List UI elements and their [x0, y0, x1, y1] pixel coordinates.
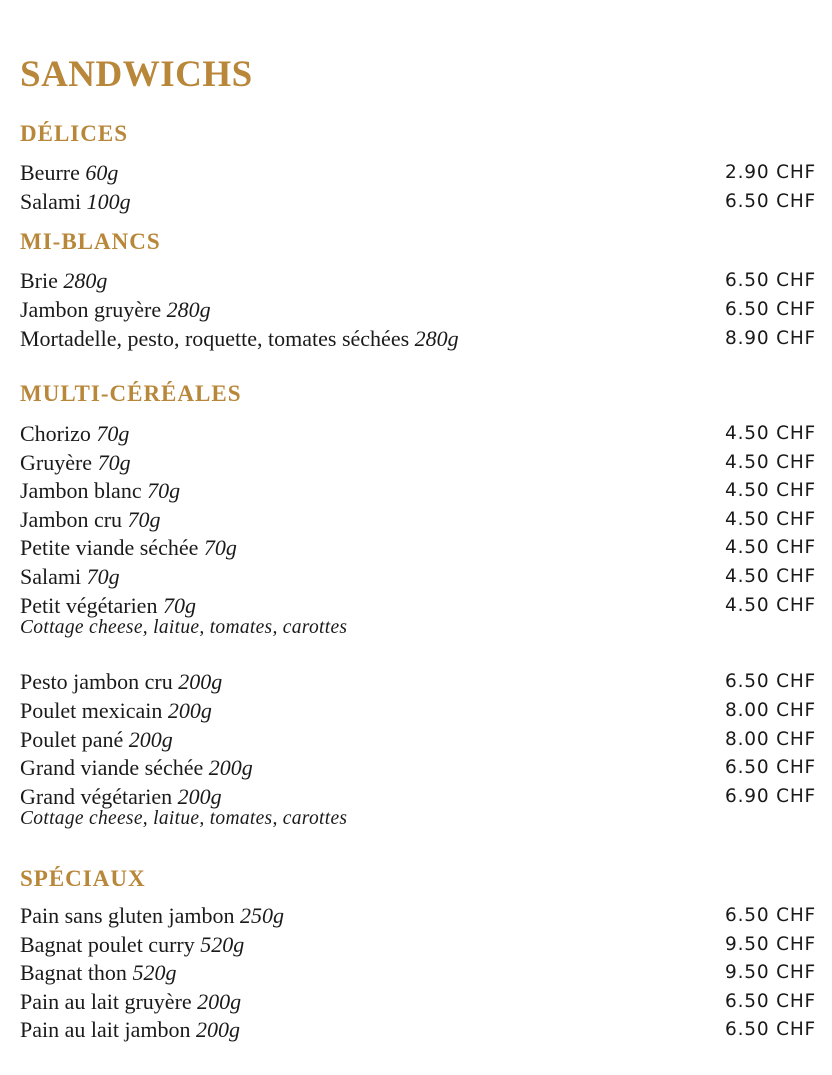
- item-weight: 200g: [177, 783, 222, 809]
- item-name: Grand viande séchée: [20, 754, 204, 780]
- menu-item: [20, 419, 816, 448]
- item-price: 6.50 CHF: [725, 671, 816, 692]
- item-weight: 200g: [208, 754, 253, 780]
- item-price: 8.00 CHF: [725, 729, 816, 750]
- item-weight: 280g: [414, 325, 459, 351]
- item-description: Cottage cheese, laitue, tomates, carottes: [20, 808, 348, 829]
- item-price: 4.50 CHF: [725, 566, 816, 587]
- item-name: Salami: [20, 563, 82, 589]
- item-weight: 280g: [63, 267, 108, 293]
- menu-item: [20, 324, 816, 353]
- section-title-multi-cereales: MULTI-CÉRÉALES: [20, 381, 242, 406]
- menu-item: [20, 753, 816, 782]
- item-weight: 200g: [167, 697, 212, 723]
- item-name: Grand végétarien: [20, 783, 173, 809]
- menu-item: [20, 1015, 816, 1044]
- item-price: 4.50 CHF: [725, 595, 816, 616]
- menu-item: [20, 696, 816, 725]
- item-name: Beurre: [20, 159, 80, 185]
- item-price: 4.50 CHF: [725, 509, 816, 530]
- item-price: 4.50 CHF: [725, 423, 816, 444]
- item-name: Petit végétarien: [20, 592, 158, 618]
- item-price: 8.90 CHF: [725, 328, 816, 349]
- menu-item: [20, 187, 816, 216]
- item-name: Chorizo: [20, 420, 91, 446]
- menu-item: [20, 562, 816, 591]
- menu-item: [20, 158, 816, 187]
- section-title-speciaux: SPÉCIAUX: [20, 866, 146, 891]
- item-name: Pain au lait gruyère: [20, 988, 192, 1014]
- item-price: 8.00 CHF: [725, 700, 816, 721]
- item-name: Pain sans gluten jambon: [20, 902, 235, 928]
- item-weight: 60g: [85, 159, 119, 185]
- item-price: 4.50 CHF: [725, 537, 816, 558]
- item-weight: 520g: [200, 931, 245, 957]
- item-price: 6.50 CHF: [725, 757, 816, 778]
- item-weight: 200g: [128, 726, 173, 752]
- item-weight: 200g: [197, 988, 242, 1014]
- item-name: Jambon blanc: [20, 477, 142, 503]
- item-price: 6.50 CHF: [725, 1019, 816, 1040]
- item-weight: 200g: [178, 668, 223, 694]
- item-price: 4.50 CHF: [725, 452, 816, 473]
- menu-item: [20, 505, 816, 534]
- menu-item: [20, 725, 816, 754]
- item-weight: 70g: [97, 449, 131, 475]
- item-name: Brie: [20, 267, 58, 293]
- item-weight: 520g: [132, 959, 177, 985]
- item-price: 2.90 CHF: [725, 162, 816, 183]
- menu-item: [20, 295, 816, 324]
- item-price: 6.50 CHF: [725, 905, 816, 926]
- item-name: Mortadelle, pesto, roquette, tomates séchées: [20, 325, 410, 351]
- menu-item: [20, 667, 816, 696]
- item-name: Poulet pané: [20, 726, 124, 752]
- item-name: Pesto jambon cru: [20, 668, 173, 694]
- section-title-mi-blancs: MI-BLANCS: [20, 229, 161, 254]
- page-title: SANDWICHS: [20, 54, 253, 95]
- item-price: 6.50 CHF: [725, 270, 816, 291]
- item-weight: 70g: [86, 563, 120, 589]
- item-price: 6.90 CHF: [725, 786, 816, 807]
- menu-item: [20, 476, 816, 505]
- item-weight: 70g: [162, 592, 196, 618]
- menu-item: [20, 987, 816, 1016]
- item-price: 6.50 CHF: [725, 991, 816, 1012]
- menu-item: [20, 958, 816, 987]
- item-name: Jambon cru: [20, 506, 123, 532]
- menu-item: [20, 533, 816, 562]
- item-name: Gruyère: [20, 449, 93, 475]
- item-price: 4.50 CHF: [725, 480, 816, 501]
- menu-item: [20, 901, 816, 930]
- item-name: Salami: [20, 188, 82, 214]
- item-weight: 70g: [96, 420, 130, 446]
- item-weight: 70g: [203, 534, 237, 560]
- item-name: Poulet mexicain: [20, 697, 163, 723]
- menu-item: [20, 266, 816, 295]
- menu-item: [20, 591, 816, 620]
- menu-item: [20, 448, 816, 477]
- item-price: 6.50 CHF: [725, 191, 816, 212]
- item-price: 9.50 CHF: [725, 962, 816, 983]
- item-weight: 70g: [147, 477, 181, 503]
- item-name: Bagnat poulet curry: [20, 931, 195, 957]
- item-name: Jambon gruyère: [20, 296, 162, 322]
- item-weight: 250g: [239, 902, 284, 928]
- item-name: Pain au lait jambon: [20, 1016, 191, 1042]
- item-price: 6.50 CHF: [725, 299, 816, 320]
- section-title-delices: DÉLICES: [20, 121, 128, 146]
- item-name: Petite viande séchée: [20, 534, 199, 560]
- menu-item: [20, 930, 816, 959]
- menu-item: [20, 782, 816, 811]
- item-weight: 200g: [195, 1016, 240, 1042]
- item-weight: 280g: [166, 296, 211, 322]
- item-price: 9.50 CHF: [725, 934, 816, 955]
- item-weight: 100g: [86, 188, 131, 214]
- item-description: Cottage cheese, laitue, tomates, carottes: [20, 617, 348, 638]
- item-weight: 70g: [127, 506, 161, 532]
- item-name: Bagnat thon: [20, 959, 127, 985]
